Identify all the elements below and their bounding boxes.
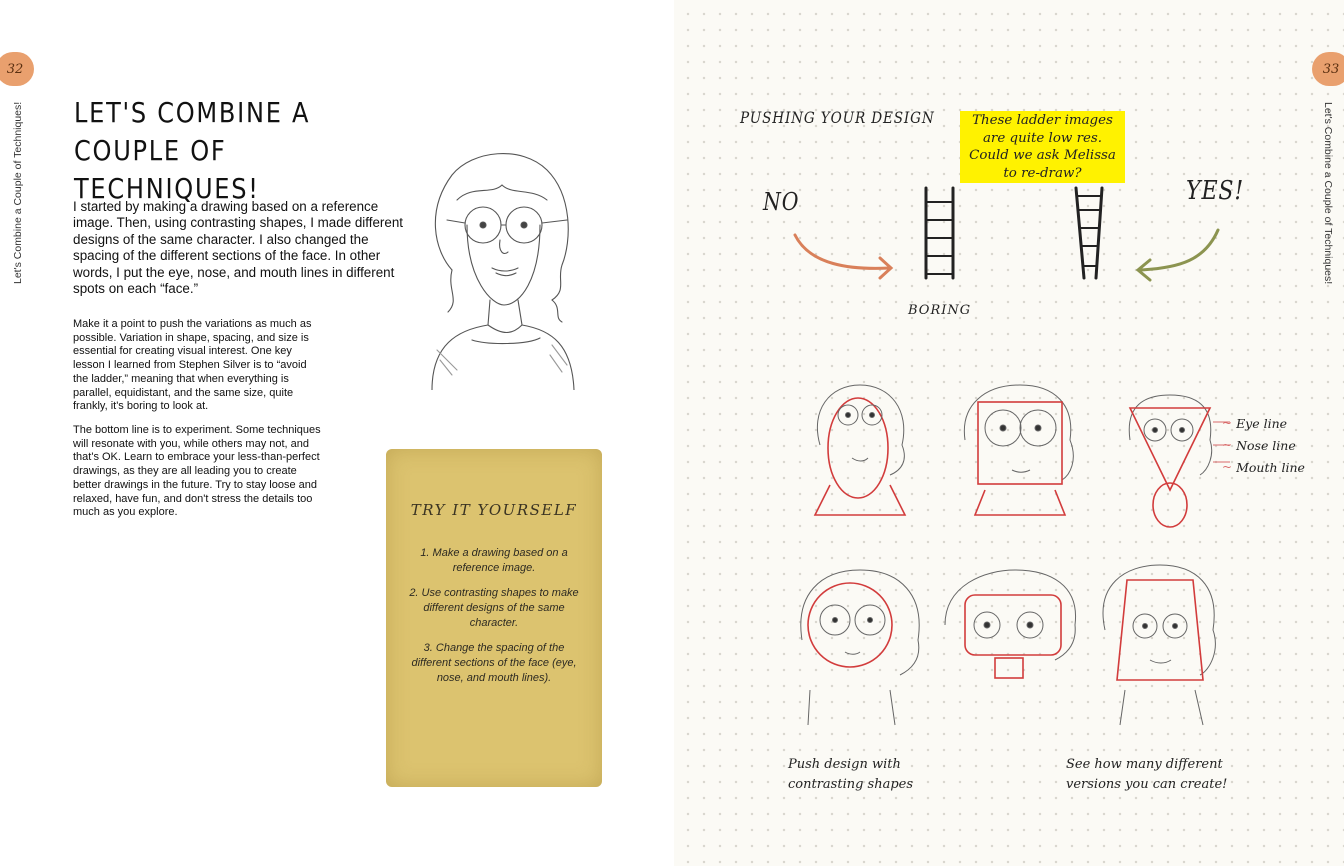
label-yes: YES! (1186, 176, 1245, 206)
try-it-yourself-box (386, 449, 602, 787)
body-paragraph-1: Make it a point to push the variations as much as possible. Variation in shape, spacing, and size is essential for creating visual interest. One key lesson I learned from Stephen Silver is to “avoid the ladder,” meaning that when everything is parallel, equidistant, and the same size, quite frankly, it's boring to look at. (73, 318, 312, 413)
face-line-labels (1222, 414, 1332, 480)
running-head-right: Let's Combine a Couple of Techniques! (1322, 102, 1334, 285)
face-variation-4 (801, 570, 919, 725)
dynamic-ladder (1076, 188, 1102, 278)
face-variation-1 (815, 385, 905, 515)
boring-ladder (926, 188, 953, 278)
squiggle-icon: ~ (1222, 438, 1233, 452)
section-title: PUSHING YOUR DESIGN (740, 108, 935, 127)
nose-line-label: ~ Nose line (1222, 437, 1296, 453)
try-it-list (408, 546, 580, 696)
face-variation-5 (945, 570, 1076, 678)
eye-line-label: ~ Eye line (1222, 415, 1288, 431)
caption-left: Push design with contrasting shapes (788, 757, 914, 792)
ladder-diagram (760, 180, 1240, 290)
face-variation-3 (1129, 395, 1233, 527)
label-boring: BORING (908, 303, 972, 318)
editor-note: These ladder images are quite low res. Could we ask Melissa to re-draw? (960, 111, 1125, 183)
intro-paragraph: I started by making a drawing based on a reference image. Then, using contrasting shapes, I made different designs of the same character. I also changed the spacing of the different sections of the face. In other words, I put the eye, nose, and mouth lines in different spots on each “face.” (73, 199, 404, 297)
running-head-left: Let's Combine a Couple of Techniques! (12, 102, 24, 285)
squiggle-icon: ~ (1222, 416, 1233, 430)
yes-arrow (1140, 230, 1218, 270)
body-paragraph-2: The bottom line is to experiment. Some techniques will resonate with you, while others may not, and that's OK. Learn to embrace your less-than-perfect drawings, as they are all leading you to create better drawings in the future. Try to stay loose and relaxed, have fun, and don't stress the details too much as you explore. (73, 424, 321, 519)
try-it-item: 1. Make a drawing based on a reference image. (420, 547, 568, 574)
no-arrow (795, 235, 890, 268)
try-it-item: 2. Use contrasting shapes to make different designs of the same character. (409, 587, 579, 629)
squiggle-icon: ~ (1222, 460, 1233, 474)
try-it-title: TRY IT YOURSELF (410, 501, 578, 519)
page-number-right: 33 (1312, 52, 1344, 86)
mouth-line-label: ~ Mouth line (1222, 459, 1305, 475)
page-title: LET'S COMBINE A COUPLE OF TECHNIQUES! (74, 96, 311, 205)
reference-portrait-sketch (412, 140, 582, 390)
face-variations-grid (790, 380, 1260, 730)
face-variation-2 (964, 385, 1073, 515)
face-variation-6 (1103, 565, 1215, 725)
label-no: NO (763, 188, 800, 216)
page-number-left: 32 (0, 52, 34, 86)
caption-right: See how many different versions you can create! (1066, 757, 1228, 792)
try-it-item: 3. Change the spacing of the different sections of the face (eye, nose, and mouth lines). (411, 642, 577, 684)
